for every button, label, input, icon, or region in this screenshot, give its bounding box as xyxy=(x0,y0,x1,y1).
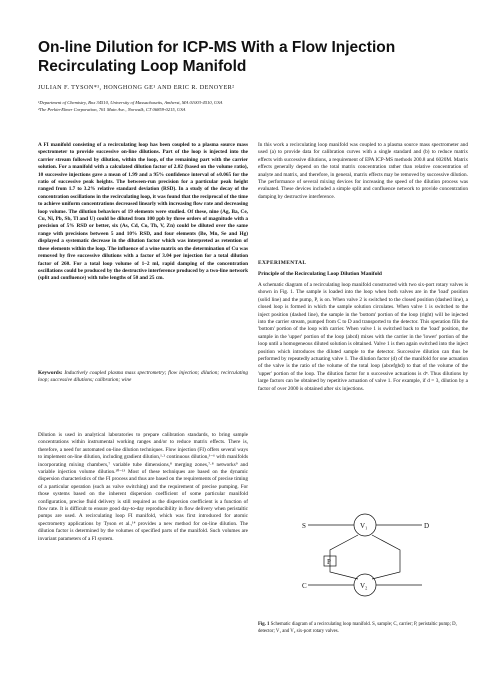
keywords-label: Keywords: xyxy=(38,370,63,376)
loop-right xyxy=(372,535,400,579)
label-s: S xyxy=(302,522,306,530)
introduction-continued: In this work a recirculating loop manifold was coupled to a plasma source mass spectrometer and used (a) to provide data for calibration curves with a single standard and (b) to reduce matrix effects with successive dilutions, a requirement of EPA ICP-MS methods 200.8 and 6020M. Matrix effects generally depend on the total matrix concentration rather than relative concentration of analyte and matrix, and therefore, in general, matrix effects may be removed by successive dilution. The performance of several mixing devices for increasing the speed of the dilution process was evaluated. These devices included a simple split and confluence network to provide concentration damping by destructive interference. xyxy=(258,142,468,200)
abstract: A FI manifold consisting of a recirculating loop has been coupled to a plasma source mass spectrometer to provide successive on-line dilutions. Part of the loop is injected into the carrier stream followed by dilution, within the loop, of the remaining part with the carrier solution. For a manifold with a calculated dilution factor of 2.02 (based on the volume ratio), 10 successive injections gave a mean of 1.99 and a 95% confidence interval of ±0.065 for the ratio of successive peak heights. The between-run precision for a particular peak height ranged from 1.7 to 3.2% relative standard deviation (RSD). In a study of the decay of the concentration oscillations in the recirculating loop, it was found that the reciprocal of the time to achieve uniform concentrations decreased linearly with increasing flow rate and decreasing loop volume. The dilution behaviors of 19 elements were studied. Of these, nine (Ag, Ba, Ce, Cu, Ni, Pb, Sb, Tl and U) could be diluted from 100 ppb by three orders of magnitude with a precision of 5% RSD or better, six (As, Cd, Co, Th, V, Zn) could be diluted over the same range with precisions between 5 and 10% RSD, and four elements (Be, Mn, Se and Hg) displayed a systematic decrease in the dilution factor which was interpreted as retention of these elements within the loop. The influence of a wine matrix on the determination of Cu was removed by five successive dilutions with a factor of 3.04 per injection for a total dilution factor of 260. For a total loop volume of 1–2 ml, rapid damping of the concentration oscillations could be produced by the destructive interference produced by a two-line network (split and confluence) with tube lengths of 50 and 25 cm. xyxy=(38,142,248,282)
keywords-text: Inductively coupled plasma mass spectrometry; flow injection; dilution; recirculating loop; successive dilutions; calibration; wine xyxy=(38,370,249,384)
label-p: P xyxy=(327,558,331,566)
article-title: On-line Dilution for ICP-MS With a Flow Injection Recirculating Loop Manifold xyxy=(38,39,396,75)
experimental-text: A schematic diagram of a recirculating loop manifold constructed with two six-port rotary valves is shown in Fig. 1. The sample is loaded into the loop when both valves are in the 'load' position (solid line) and the pump, P, is on. When valve 2 is switched to the closed position (dashed line), a closed loop is formed in which the sample solution circulates. When valve 1 is switched to the inject position (dashed line), the sample in the 'bottom' portion of the loop (right) will be injected into the carrier stream, pumped from C to D and transported to the detector. This operation fills the 'bottom' portion of the loop with carrier. When valve 1 is switched back to the 'load' position, the sample in the 'upper' portion of the loop (abcd) mixes with the carrier in the 'lower' portion of the loop until a homogeneous diluted solution is obtained. Valve 1 is then again switched into the inject position which introduces the diluted sample to the detector. Successive dilution can thus be performed by repeatedly actuating valve 1. The dilution factor (d) of the manifold for one actuation of the valve is the ratio of the volume of the total loop (abcefghd) to that of the volume of the 'upper' portion of the loop. The dilution factor for n successive actuations is dⁿ. Thus dilutions by large factors can be obtained by repetitive actuation of valve 1. For example, if d = 3, dilution by a factor of over 2000 is obtained after six injections. xyxy=(258,282,468,392)
label-v2: V₂ xyxy=(360,582,368,590)
affiliation-2: ²The Perkin-Elmer Corporation, 761 Main Ave., Norwalk, CT 06859-0215, USA xyxy=(38,107,186,112)
manifold-schematic xyxy=(300,500,430,610)
label-d: D xyxy=(424,522,430,530)
introduction-text: Dilution is used in analytical laboratories to prepare calibration standards, to bring sample concentrations within instrumental working ranges and/or to reduce matrix effects. There is, therefore, a need for automated on-line dilution techniques. Flow injection (FI) offers several ways to implement on-line dilution, including gradient dilution,¹·² continuous dilution,³⁻⁶ with manifolds incorporating mixing chambers,⁷ variable tube dimensions,⁸ merging zones,⁷·⁸ networks⁹ and variable injection volume dilution.¹⁰⁻¹³ Most of these techniques are based on the dynamic dispersion characteristics of the FI process and thus are based on the requirements of precise timing of a particular operation (such as valve switching) and the requirement of precise pumping. For those systems based on the inherent dispersion coefficient of some particular manifold configuration, precise fluid delivery is still required as the dispersion coefficient is a function of flow rate. It is difficult to ensure good day-to-day reproducibility in flow delivery when peristaltic pumps are used. A recirculating loop FI manifold, which was first introduced for atomic spectrometry applications by Tyson et al.,¹⁴ provides a new method for on-line dilution. The dilution factor is determined by the volumes of specified parts of the manifold. Such volumes are invariant parameters of a FI system. xyxy=(38,432,248,542)
affiliation-1: ¹Department of Chemistry, Box 34510, University of Massachusetts, Amherst, MA 01003-4510, USA xyxy=(38,100,223,105)
keywords xyxy=(38,370,248,385)
subsection-heading: Principle of the Recirculating Loop Dilution Manifold xyxy=(258,271,382,277)
author-list: JULIAN F. TYSON*¹, HONGHONG GE¹ AND ERIC R. DENOYER² xyxy=(38,84,235,91)
label-c: C xyxy=(302,582,307,590)
figure-caption-label: Fig. 1 xyxy=(258,622,270,627)
label-v1: V₁ xyxy=(360,522,368,530)
figure-caption-text: Schematic diagram of a recirculating loop manifold. S, sample; C, carrier; P, peristaltic pump; D, detector; V₁ and V₂ six-port rotary valves. xyxy=(258,622,457,634)
loop-left xyxy=(330,535,358,579)
figure-caption xyxy=(258,622,468,635)
section-heading: EXPERIMENTAL xyxy=(258,260,307,266)
